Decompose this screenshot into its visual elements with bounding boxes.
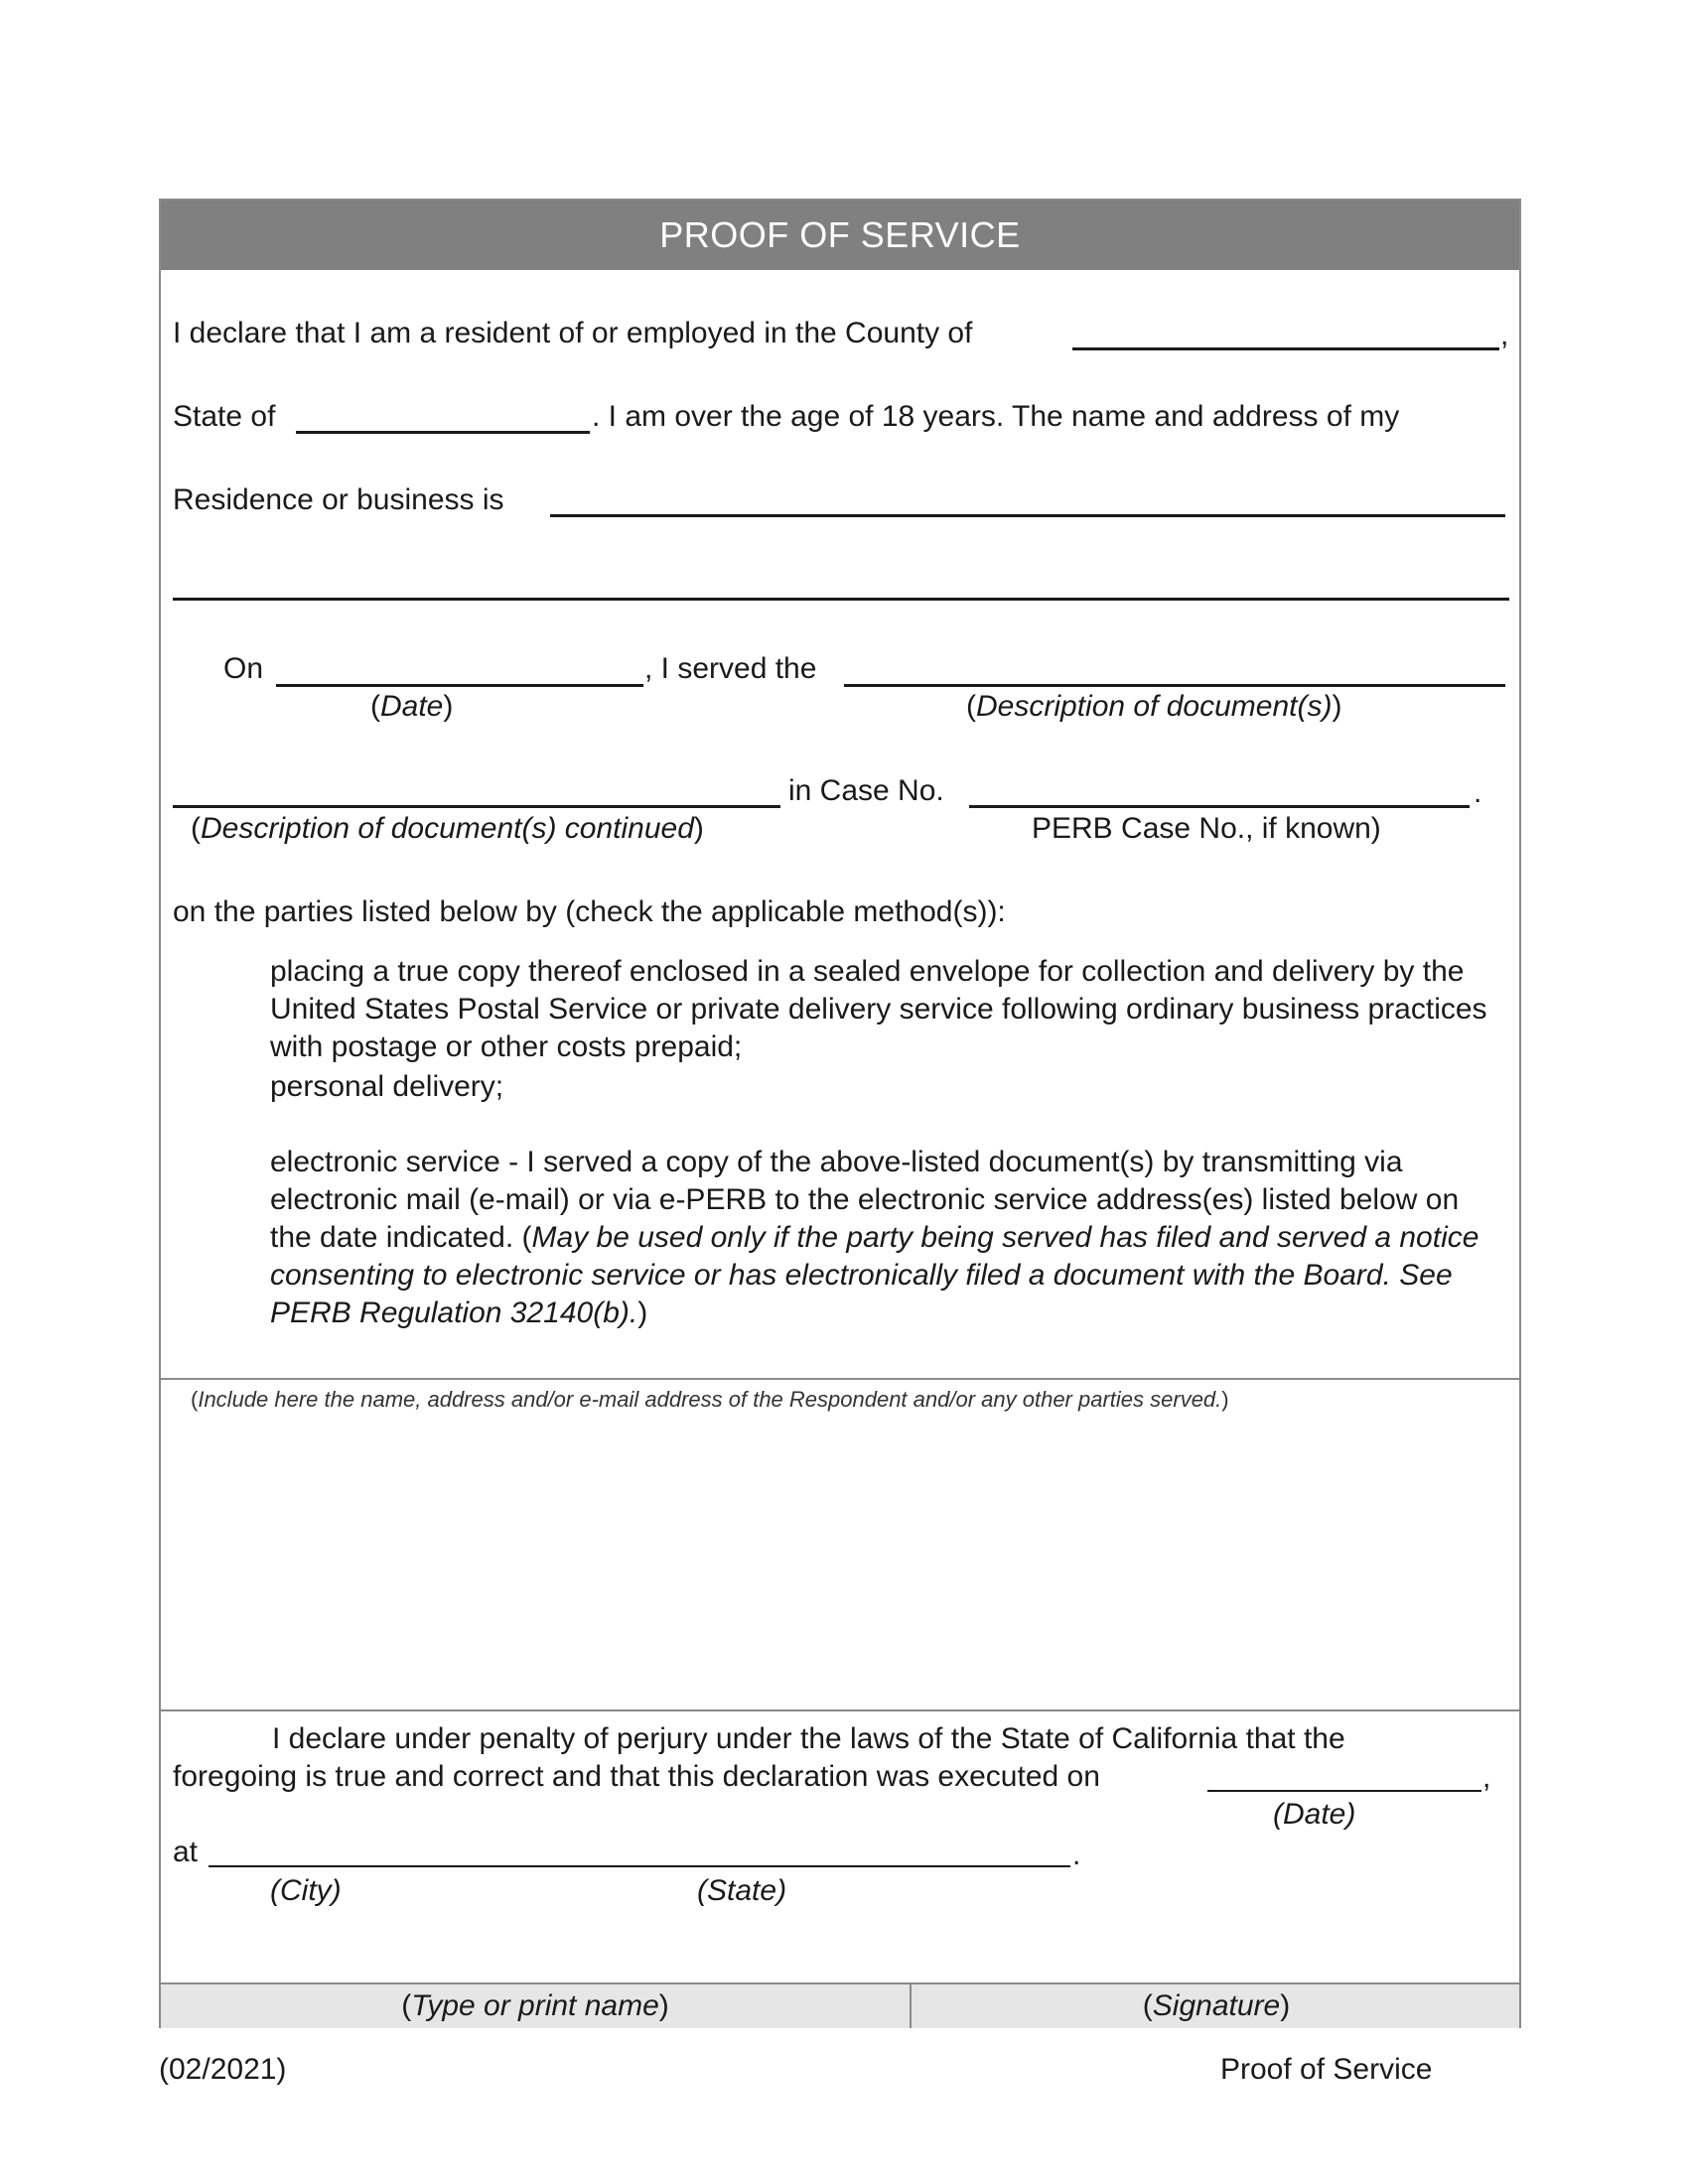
service-date-field[interactable] bbox=[276, 684, 643, 687]
executed-date-field[interactable] bbox=[1207, 1790, 1481, 1792]
parties-note: (Include here the name, address and/or e-mail address of the Respondent and/or any other parties served.) bbox=[191, 1387, 1229, 1412]
form-title: PROOF OF SERVICE bbox=[161, 201, 1519, 270]
age-statement: . I am over the age of 18 years. The name and address of my bbox=[592, 400, 1400, 433]
case-no-label: in Case No. bbox=[788, 774, 944, 807]
signature-row bbox=[161, 1982, 1519, 2028]
document-description-field[interactable] bbox=[844, 684, 1505, 687]
perjury-comma: , bbox=[1482, 1761, 1491, 1794]
city-caption: (City) bbox=[270, 1874, 342, 1907]
residence-field[interactable] bbox=[550, 514, 1505, 517]
form-name-footer: Proof of Service bbox=[1220, 2053, 1433, 2086]
case-no-field[interactable] bbox=[969, 805, 1470, 808]
county-label: I declare that I am a resident of or employed in the County of bbox=[173, 317, 973, 349]
proof-of-service-form bbox=[159, 199, 1521, 2028]
state-field[interactable] bbox=[296, 431, 590, 434]
perb-case-caption: PERB Case No., if known) bbox=[1032, 812, 1381, 845]
print-name-cell[interactable]: (Type or print name) bbox=[161, 1984, 912, 2028]
description-caption: (Description of document(s)) bbox=[966, 690, 1342, 723]
city-state-field[interactable] bbox=[209, 1865, 1070, 1867]
served-label: , I served the bbox=[644, 652, 817, 685]
state-label: State of bbox=[173, 400, 276, 433]
date-caption: (Date) bbox=[370, 690, 454, 723]
county-field[interactable] bbox=[1072, 347, 1499, 350]
parties-bottom-divider bbox=[161, 1709, 1519, 1711]
signature-cell[interactable]: (Signature) bbox=[1142, 1989, 1291, 2022]
executed-date-caption: (Date) bbox=[1273, 1798, 1356, 1831]
at-label: at bbox=[173, 1836, 199, 1868]
residence-field-line2[interactable] bbox=[173, 598, 1509, 601]
parties-served-area[interactable] bbox=[161, 1422, 1519, 1709]
county-comma: , bbox=[1500, 319, 1509, 351]
perjury-line1: I declare under penalty of perjury under the laws of the State of California that the bbox=[272, 1722, 1345, 1755]
description-continued-caption: (Description of document(s) continued) bbox=[191, 812, 704, 845]
document-description-continued-field[interactable] bbox=[173, 805, 780, 808]
at-period: . bbox=[1072, 1839, 1081, 1871]
on-label: On bbox=[223, 652, 264, 685]
method-mail: placing a true copy thereof enclosed in a sealed envelope for collection and delivery by the United States Postal Service or private delivery service following ordinary business practices with postage or other costs prepaid; bbox=[270, 955, 1487, 1063]
method-personal-delivery: personal delivery; bbox=[270, 1070, 504, 1103]
perjury-line2: foregoing is true and correct and that this declaration was executed on bbox=[173, 1760, 1100, 1793]
state-caption: (State) bbox=[697, 1874, 787, 1907]
methods-intro: on the parties listed below by (check the applicable method(s)): bbox=[173, 895, 1006, 928]
method-electronic-service: electronic service - I served a copy of the above-listed document(s) by transmitting via electronic mail (e-mail) or via e-PERB to the electronic service address(es) listed below on the date indicated. (May be used only if the party being served has filed and served a notice consenting to electronic service or has electronically filed a document with the Board. See PERB Regulation 32140(b).) bbox=[270, 1146, 1479, 1329]
form-revision: (02/2021) bbox=[159, 2053, 287, 2086]
case-no-period: . bbox=[1474, 776, 1482, 809]
parties-top-divider bbox=[161, 1378, 1519, 1380]
residence-label: Residence or business is bbox=[173, 483, 504, 516]
